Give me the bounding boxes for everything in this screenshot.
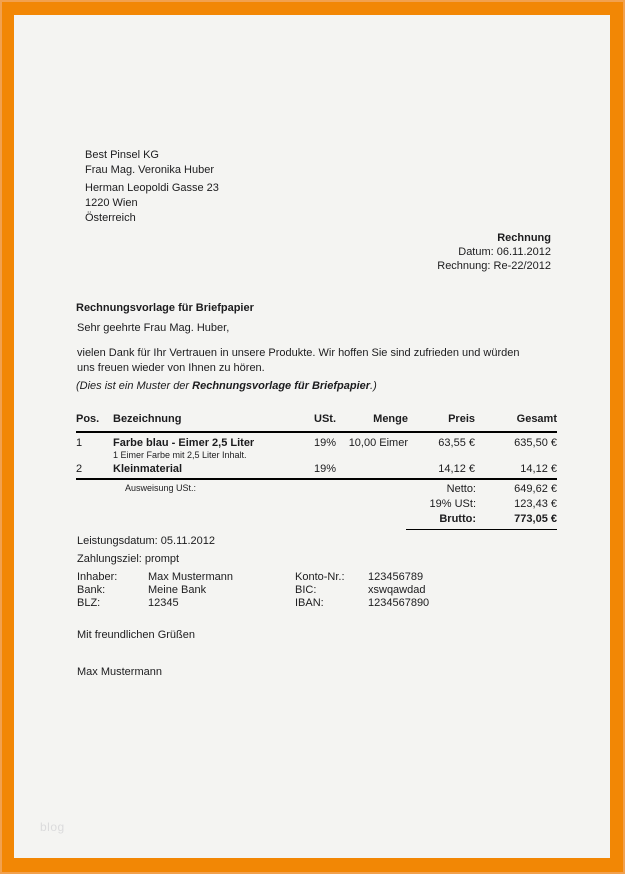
cell-vat: 19% bbox=[313, 437, 336, 449]
total-gross-row bbox=[406, 512, 557, 527]
item-name: Farbe blau - Eimer 2,5 Liter bbox=[113, 437, 255, 449]
letter-body-line1: vielen Dank für Ihr Vertrauen in unsere Produkte. Wir hoffen Sie sind zufrieden und würden bbox=[77, 347, 520, 359]
bank-name-label: Bank: bbox=[77, 584, 106, 596]
invoice-page bbox=[14, 15, 610, 858]
recipient-street: Herman Leopoldi Gasse 23 bbox=[85, 182, 219, 194]
bank-details bbox=[77, 571, 429, 610]
recipient-address bbox=[85, 148, 219, 226]
cell-qty: 10,00 Eimer bbox=[348, 437, 408, 449]
iban-value: 1234567890 bbox=[368, 597, 430, 609]
header-vat: USt. bbox=[314, 413, 336, 425]
item-description: 1 Eimer Farbe mit 2,5 Liter Inhalt. bbox=[113, 450, 247, 460]
total-net-row bbox=[406, 482, 557, 497]
letter-body-line2: uns freuen wieder von Ihnen zu hören. bbox=[77, 362, 265, 374]
recipient-contact: Frau Mag. Veronika Huber bbox=[85, 164, 215, 176]
total-net-label: Netto: bbox=[446, 483, 476, 495]
cell-total: 635,50 € bbox=[514, 437, 557, 449]
signature-name: Max Mustermann bbox=[77, 666, 162, 678]
subject-line: Rechnungsvorlage für Briefpapier bbox=[76, 302, 254, 314]
sample-note-prefix: (Dies ist ein Muster der bbox=[76, 380, 193, 392]
header-qty: Menge bbox=[373, 413, 408, 425]
total-vat-label: 19% USt: bbox=[429, 498, 476, 510]
invoice-date: Datum: 06.11.2012 bbox=[458, 246, 551, 258]
recipient-country: Österreich bbox=[85, 212, 136, 224]
bank-name-value: Meine Bank bbox=[148, 584, 207, 596]
recipient-city: 1220 Wien bbox=[85, 197, 138, 209]
total-gross-label: Brutto: bbox=[439, 513, 476, 525]
blog-watermark: blog bbox=[40, 820, 65, 834]
header-name: Bezeichnung bbox=[113, 413, 182, 425]
invoice-meta bbox=[437, 231, 551, 273]
vat-disclosure-note: Ausweisung USt.: bbox=[125, 483, 197, 493]
payment-terms: Zahlungsziel: prompt bbox=[77, 553, 180, 565]
account-no-value: 123456789 bbox=[368, 571, 424, 583]
header-pos: Pos. bbox=[76, 413, 100, 425]
bic-label: BIC: bbox=[295, 584, 317, 596]
table-row bbox=[76, 462, 557, 478]
account-no-label: Konto-Nr.: bbox=[295, 571, 345, 583]
bank-owner-label: Inhaber: bbox=[77, 571, 118, 583]
cell-pos: 2 bbox=[76, 463, 83, 475]
header-price: Preis bbox=[448, 413, 475, 425]
closing-regards: Mit freundlichen Grüßen bbox=[77, 629, 195, 641]
bic-value: xswqawdad bbox=[368, 584, 426, 596]
total-net-value: 649,62 € bbox=[514, 483, 557, 495]
orange-frame bbox=[2, 2, 623, 872]
sample-note-bold: Rechnungsvorlage für Briefpapier bbox=[192, 380, 371, 392]
blz-value: 12345 bbox=[148, 597, 179, 609]
iban-label: IBAN: bbox=[295, 597, 324, 609]
blz-label: BLZ: bbox=[77, 597, 101, 609]
recipient-company: Best Pinsel KG bbox=[85, 149, 159, 161]
invoice-title: Rechnung bbox=[497, 232, 551, 244]
table-row bbox=[76, 433, 557, 461]
cell-price: 63,55 € bbox=[438, 437, 475, 449]
cell-pos: 1 bbox=[76, 437, 83, 449]
total-vat-value: 123,43 € bbox=[514, 498, 557, 510]
service-date: Leistungsdatum: 05.11.2012 bbox=[77, 535, 216, 547]
cell-vat: 19% bbox=[313, 463, 336, 475]
terms-block bbox=[77, 532, 215, 568]
cell-price: 14,12 € bbox=[438, 463, 475, 475]
letter-body bbox=[77, 346, 520, 376]
bank-owner-value: Max Mustermann bbox=[148, 571, 233, 583]
invoice-number: Rechnung: Re-22/2012 bbox=[437, 260, 551, 272]
cell-total: 14,12 € bbox=[520, 463, 557, 475]
sample-note bbox=[76, 379, 377, 394]
totals-block bbox=[406, 482, 557, 530]
total-gross-value: 773,05 € bbox=[514, 513, 557, 525]
salutation: Sehr geehrte Frau Mag. Huber, bbox=[77, 322, 230, 334]
items-table bbox=[76, 412, 557, 480]
items-table-header bbox=[76, 412, 557, 433]
item-name: Kleinmaterial bbox=[113, 463, 183, 475]
header-total: Gesamt bbox=[516, 413, 557, 425]
cell-name bbox=[113, 436, 273, 461]
sample-note-suffix: .) bbox=[370, 380, 377, 392]
total-vat-row bbox=[406, 497, 557, 512]
